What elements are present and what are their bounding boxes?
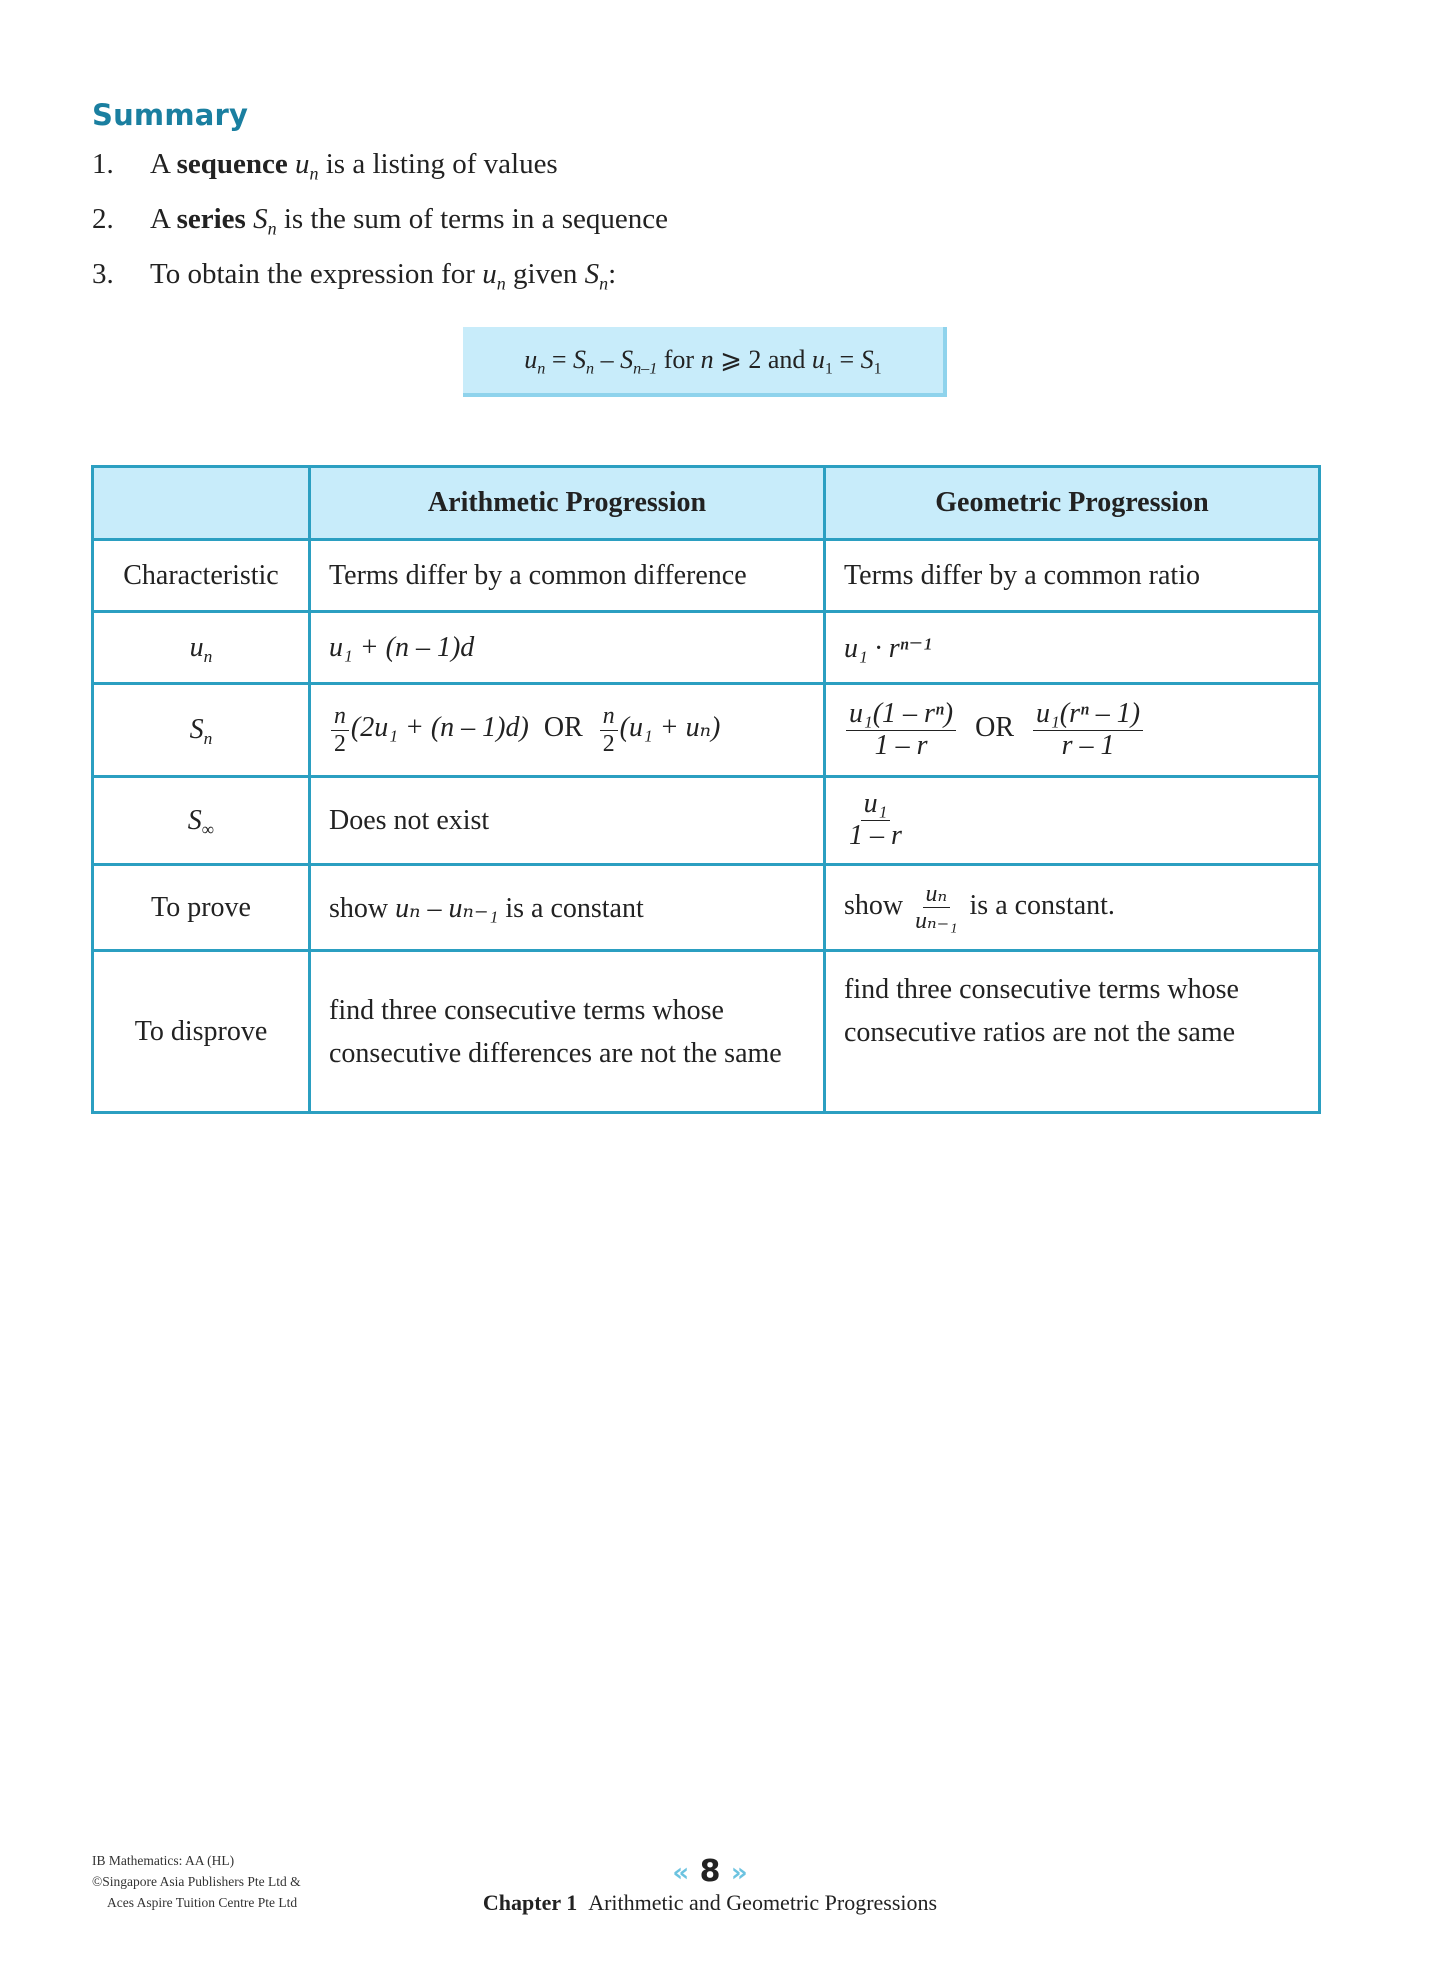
gp-cell: find three consecutive terms whose consecutive ratios are not the same [825,951,1320,1113]
chapter-label: Chapter 1 [482,1890,578,1915]
math-var: u [295,148,310,180]
chapter-footer [0,1890,1420,1916]
chapter-title: Arithmetic and Geometric Progressions [588,1890,938,1915]
item-text: To obtain the expression for [150,258,483,290]
math-sub: n [599,273,609,294]
gp-cell: $\frac{\text{u₁(1 – rⁿ)}}{1 - r}$ OR $\frac{\text{u₁(rⁿ – 1)}}{r - 1}$ [825,684,1320,777]
table-row-sinf [93,777,1320,865]
item-text: is a listing of values [318,148,558,180]
summary-item-3 [92,258,617,294]
row-label: Characteristic [93,540,310,612]
double-chevron-right-icon: » [730,1858,748,1888]
row-label: To disprove [93,951,310,1113]
item-bold-term: sequence [176,148,288,180]
math-var: u [482,258,497,290]
gp-cell: Terms differ by a common ratio [825,540,1320,612]
gp-cell [825,777,1320,865]
table-row-characteristic [93,540,1320,612]
item-number: 3. [92,258,114,290]
summary-item-1 [92,148,558,184]
fraction: $\frac{\text{u₁(rⁿ – 1)}}{r - 1}$ [1033,699,1143,762]
item-text: given [505,258,585,290]
math-var: S [584,258,600,290]
ap-cell: Terms differ by a common difference [310,540,825,612]
gp-cell: show $\frac{\text{uₙ}}{\text{uₙ₋₁}}$ is a constant. [825,865,1320,951]
ap-cell: Does not exist [310,777,825,865]
fraction: $\frac{\text{u₁(1 – rⁿ)}}{1 - r}$ [846,699,956,762]
header-empty-cell [93,467,310,540]
row-label: $u_n$ [93,612,310,684]
item-text: A [150,203,177,235]
item-number: 1. [92,148,114,180]
item-bold-term: series [176,203,246,235]
math-sub: n [267,218,277,239]
math-var: S [253,203,268,235]
page-number-value: 8 [699,1854,721,1889]
fraction: $\frac{\text{u₁}}{1 - r}$ [849,788,902,851]
table-row-prove [93,865,1320,951]
table-row-sn [93,684,1320,777]
ap-cell: $\frac{n}{2}$ (2u₁ + (n – 1)d) OR $\frac{n}{2}$ (u₁ + uₙ) [310,684,825,777]
row-label: To prove [93,865,310,951]
copyright-line-1: ©Singapore Asia Publishers Pte Ltd & [92,1874,301,1889]
item-number: 2. [92,203,114,235]
item-text: is the sum of terms in a sequence [276,203,668,235]
ap-cell: show uₙ – uₙ₋₁ is a constant [310,865,825,951]
formula-box [463,327,947,397]
ap-cell: find three consecutive terms whose consecutive differences are not the same [310,951,825,1113]
formula-un-from-sn: $u_n = S_n - S_{n-1}$ for n ⩾ 2 and $u_1 = S_1$ [524,345,882,378]
table-header-row [93,467,1320,540]
math-sub: n [309,163,319,184]
book-title: IB Mathematics: AA (HL) [92,1853,235,1868]
item-text: : [608,258,617,290]
summary-item-2 [92,203,668,239]
ap-gp-comparison-table [91,465,1321,1114]
gp-cell: u₁ · rⁿ⁻¹ [825,612,1320,684]
item-text: A [150,148,177,180]
header-arithmetic: Arithmetic Progression [310,467,825,540]
math-sub: n [496,273,506,294]
row-label: $S_n$ [93,684,310,777]
section-heading-summary: Summary [92,98,249,132]
table-row-un [93,612,1320,684]
fraction: $\frac{\text{uₙ}}{\text{uₙ₋₁}}$ [915,880,958,934]
header-geometric: Geometric Progression [825,467,1320,540]
fraction: $\frac{n}{2}$ [331,703,349,756]
fraction: $\frac{n}{2}$ [600,703,618,756]
table-row-disprove [93,951,1320,1113]
page-number [0,1854,1420,1889]
double-chevron-left-icon: « [672,1858,690,1888]
ap-cell: u₁ + (n – 1)d [310,612,825,684]
copyright-line-2: Aces Aspire Tuition Centre Pte Ltd [107,1895,298,1910]
row-label: $S_\infty$ [93,777,310,865]
